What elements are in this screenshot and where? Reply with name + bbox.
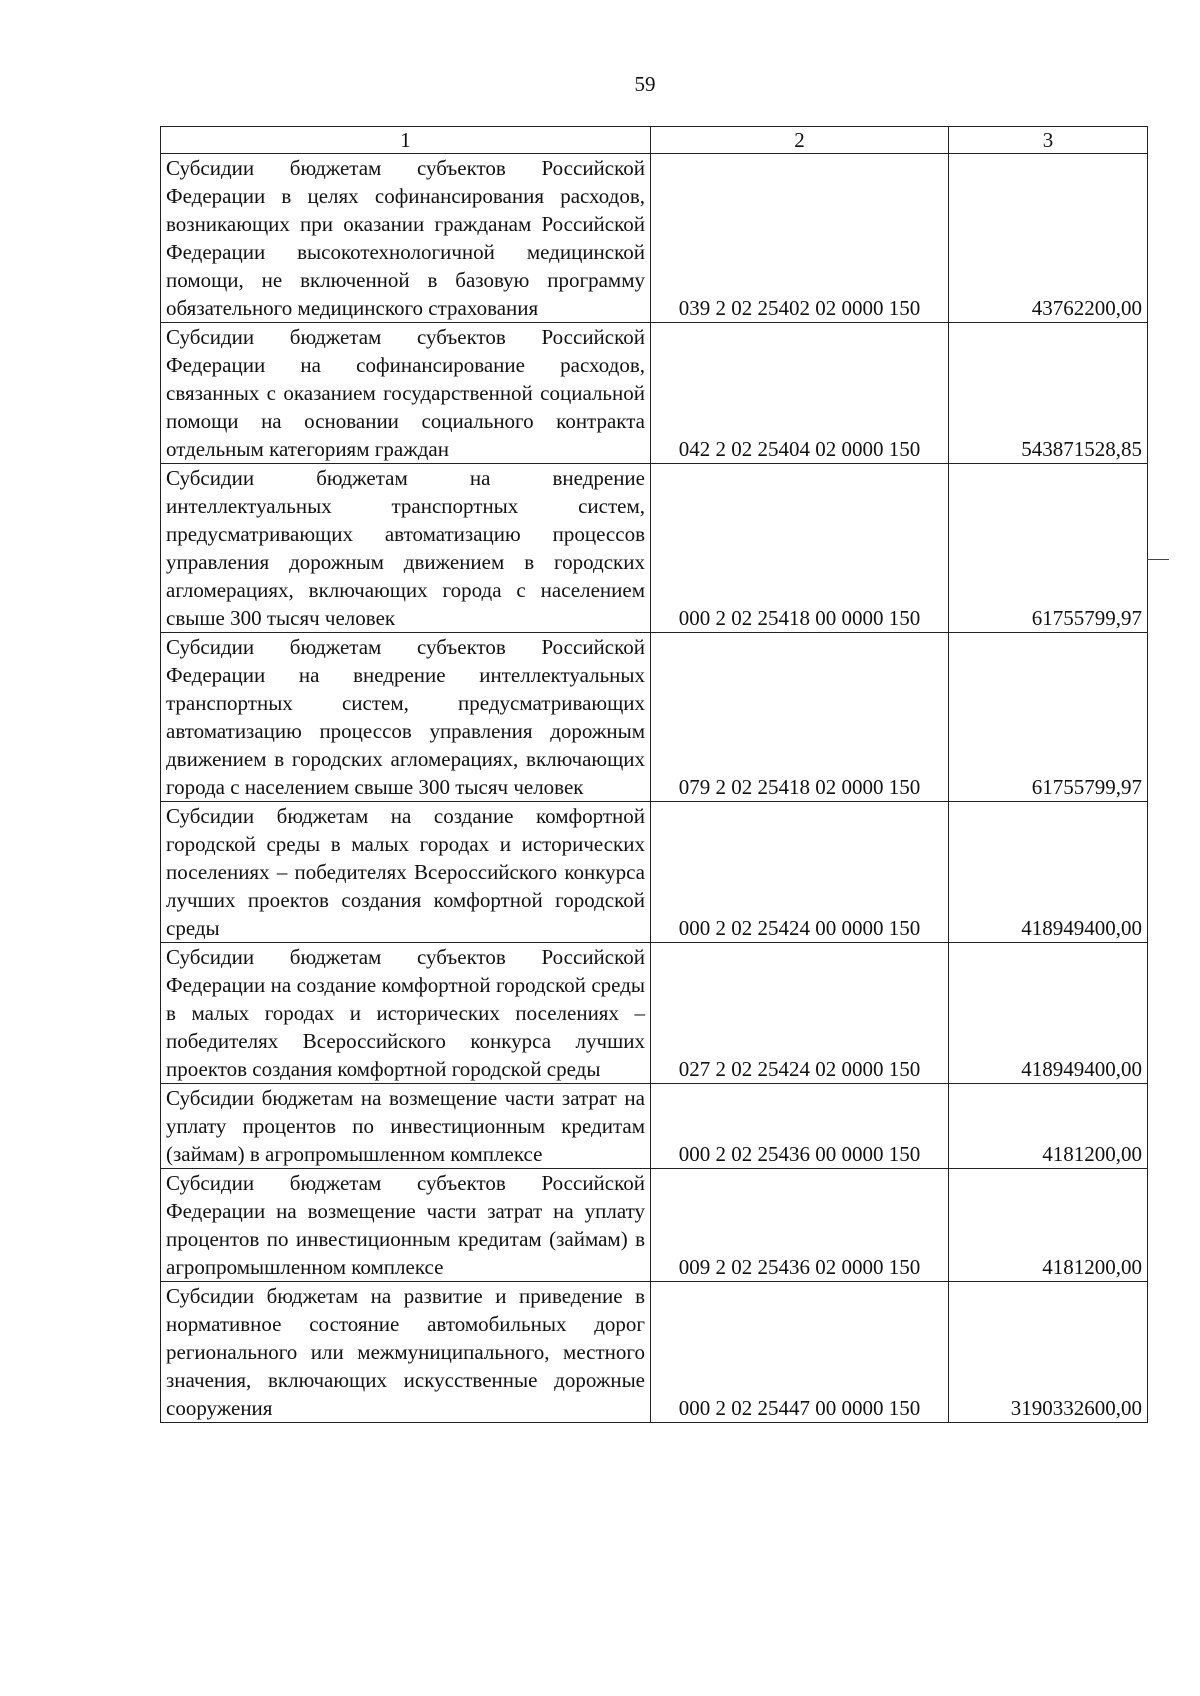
table-row [161,1084,1148,1169]
table-row [161,943,1148,1084]
row-amount: 61755799,97 [949,464,1148,633]
row-budget-code: 027 2 02 25424 02 0000 150 [651,943,949,1084]
row-budget-code: 000 2 02 25447 00 0000 150 [651,1282,949,1423]
row-amount: 61755799,97 [949,633,1148,802]
row-amount: 4181200,00 [949,1169,1148,1282]
table-row [161,323,1148,464]
row-amount: 418949400,00 [949,802,1148,943]
row-description: Субсидии бюджетам субъектов Российской Федерации на создание комфортной городской среды в малых городах и исторических поселениях – победителях Всероссийского конкурса лучших проектов создания комфортной городской среды [161,943,651,1084]
row-budget-code: 000 2 02 25418 00 0000 150 [651,464,949,633]
table-row [161,464,1148,633]
budget-table [160,126,1148,1423]
column-header-1: 1 [161,127,651,154]
row-amount: 3190332600,00 [949,1282,1148,1423]
row-description: Субсидии бюджетам субъектов Российской Федерации на софинансирование расходов, связанных с оказанием государственной социальной помощи на основании социального контракта отдельным категориям граждан [161,323,651,464]
row-budget-code: 000 2 02 25424 00 0000 150 [651,802,949,943]
table-header-row [161,127,1148,154]
row-description: Субсидии бюджетам на развитие и приведение в нормативное состояние автомобильных дорог регионального или межмуниципального, местного значения, включающих искусственные дорожные сооружения [161,1282,651,1423]
table-row [161,1282,1148,1423]
row-description: Субсидии бюджетам субъектов Российской Федерации на внедрение интеллектуальных транспортных систем, предусматривающих автоматизацию процессов управления дорожным движением в городских агломерациях, включающих города с населением свыше 300 тысяч человек [161,633,651,802]
column-header-2: 2 [651,127,949,154]
row-amount: 418949400,00 [949,943,1148,1084]
row-amount: 543871528,85 [949,323,1148,464]
row-description: Субсидии бюджетам на создание комфортной городской среды в малых городах и исторических поселениях – победителях Всероссийского конкурса лучших проектов создания комфортной городской среды [161,802,651,943]
table-row [161,802,1148,943]
row-description: Субсидии бюджетам субъектов Российской Федерации на возмещение части затрат на уплату процентов по инвестиционным кредитам (займам) в агропромышленном комплексе [161,1169,651,1282]
row-amount: 43762200,00 [949,154,1148,323]
margin-scan-mark [1147,559,1169,560]
row-budget-code: 079 2 02 25418 02 0000 150 [651,633,949,802]
table-row [161,1169,1148,1282]
row-description: Субсидии бюджетам субъектов Российской Федерации в целях софинансирования расходов, возникающих при оказании гражданам Российской Федерации высокотехнологичной медицинской помощи, не включенной в базовую программу обязательного медицинского страхования [161,154,651,323]
row-amount: 4181200,00 [949,1084,1148,1169]
table-row [161,154,1148,323]
table-row [161,633,1148,802]
row-description: Субсидии бюджетам на внедрение интеллектуальных транспортных систем, предусматривающих автоматизацию процессов управления дорожным движением в городских агломерациях, включающих города с населением свыше 300 тысяч человек [161,464,651,633]
page-number: 59 [634,72,656,96]
row-description: Субсидии бюджетам на возмещение части затрат на уплату процентов по инвестиционным кредитам (займам) в агропромышленном комплексе [161,1084,651,1169]
row-budget-code: 000 2 02 25436 00 0000 150 [651,1084,949,1169]
column-header-3: 3 [949,127,1148,154]
row-budget-code: 009 2 02 25436 02 0000 150 [651,1169,949,1282]
row-budget-code: 039 2 02 25402 02 0000 150 [651,154,949,323]
row-budget-code: 042 2 02 25404 02 0000 150 [651,323,949,464]
